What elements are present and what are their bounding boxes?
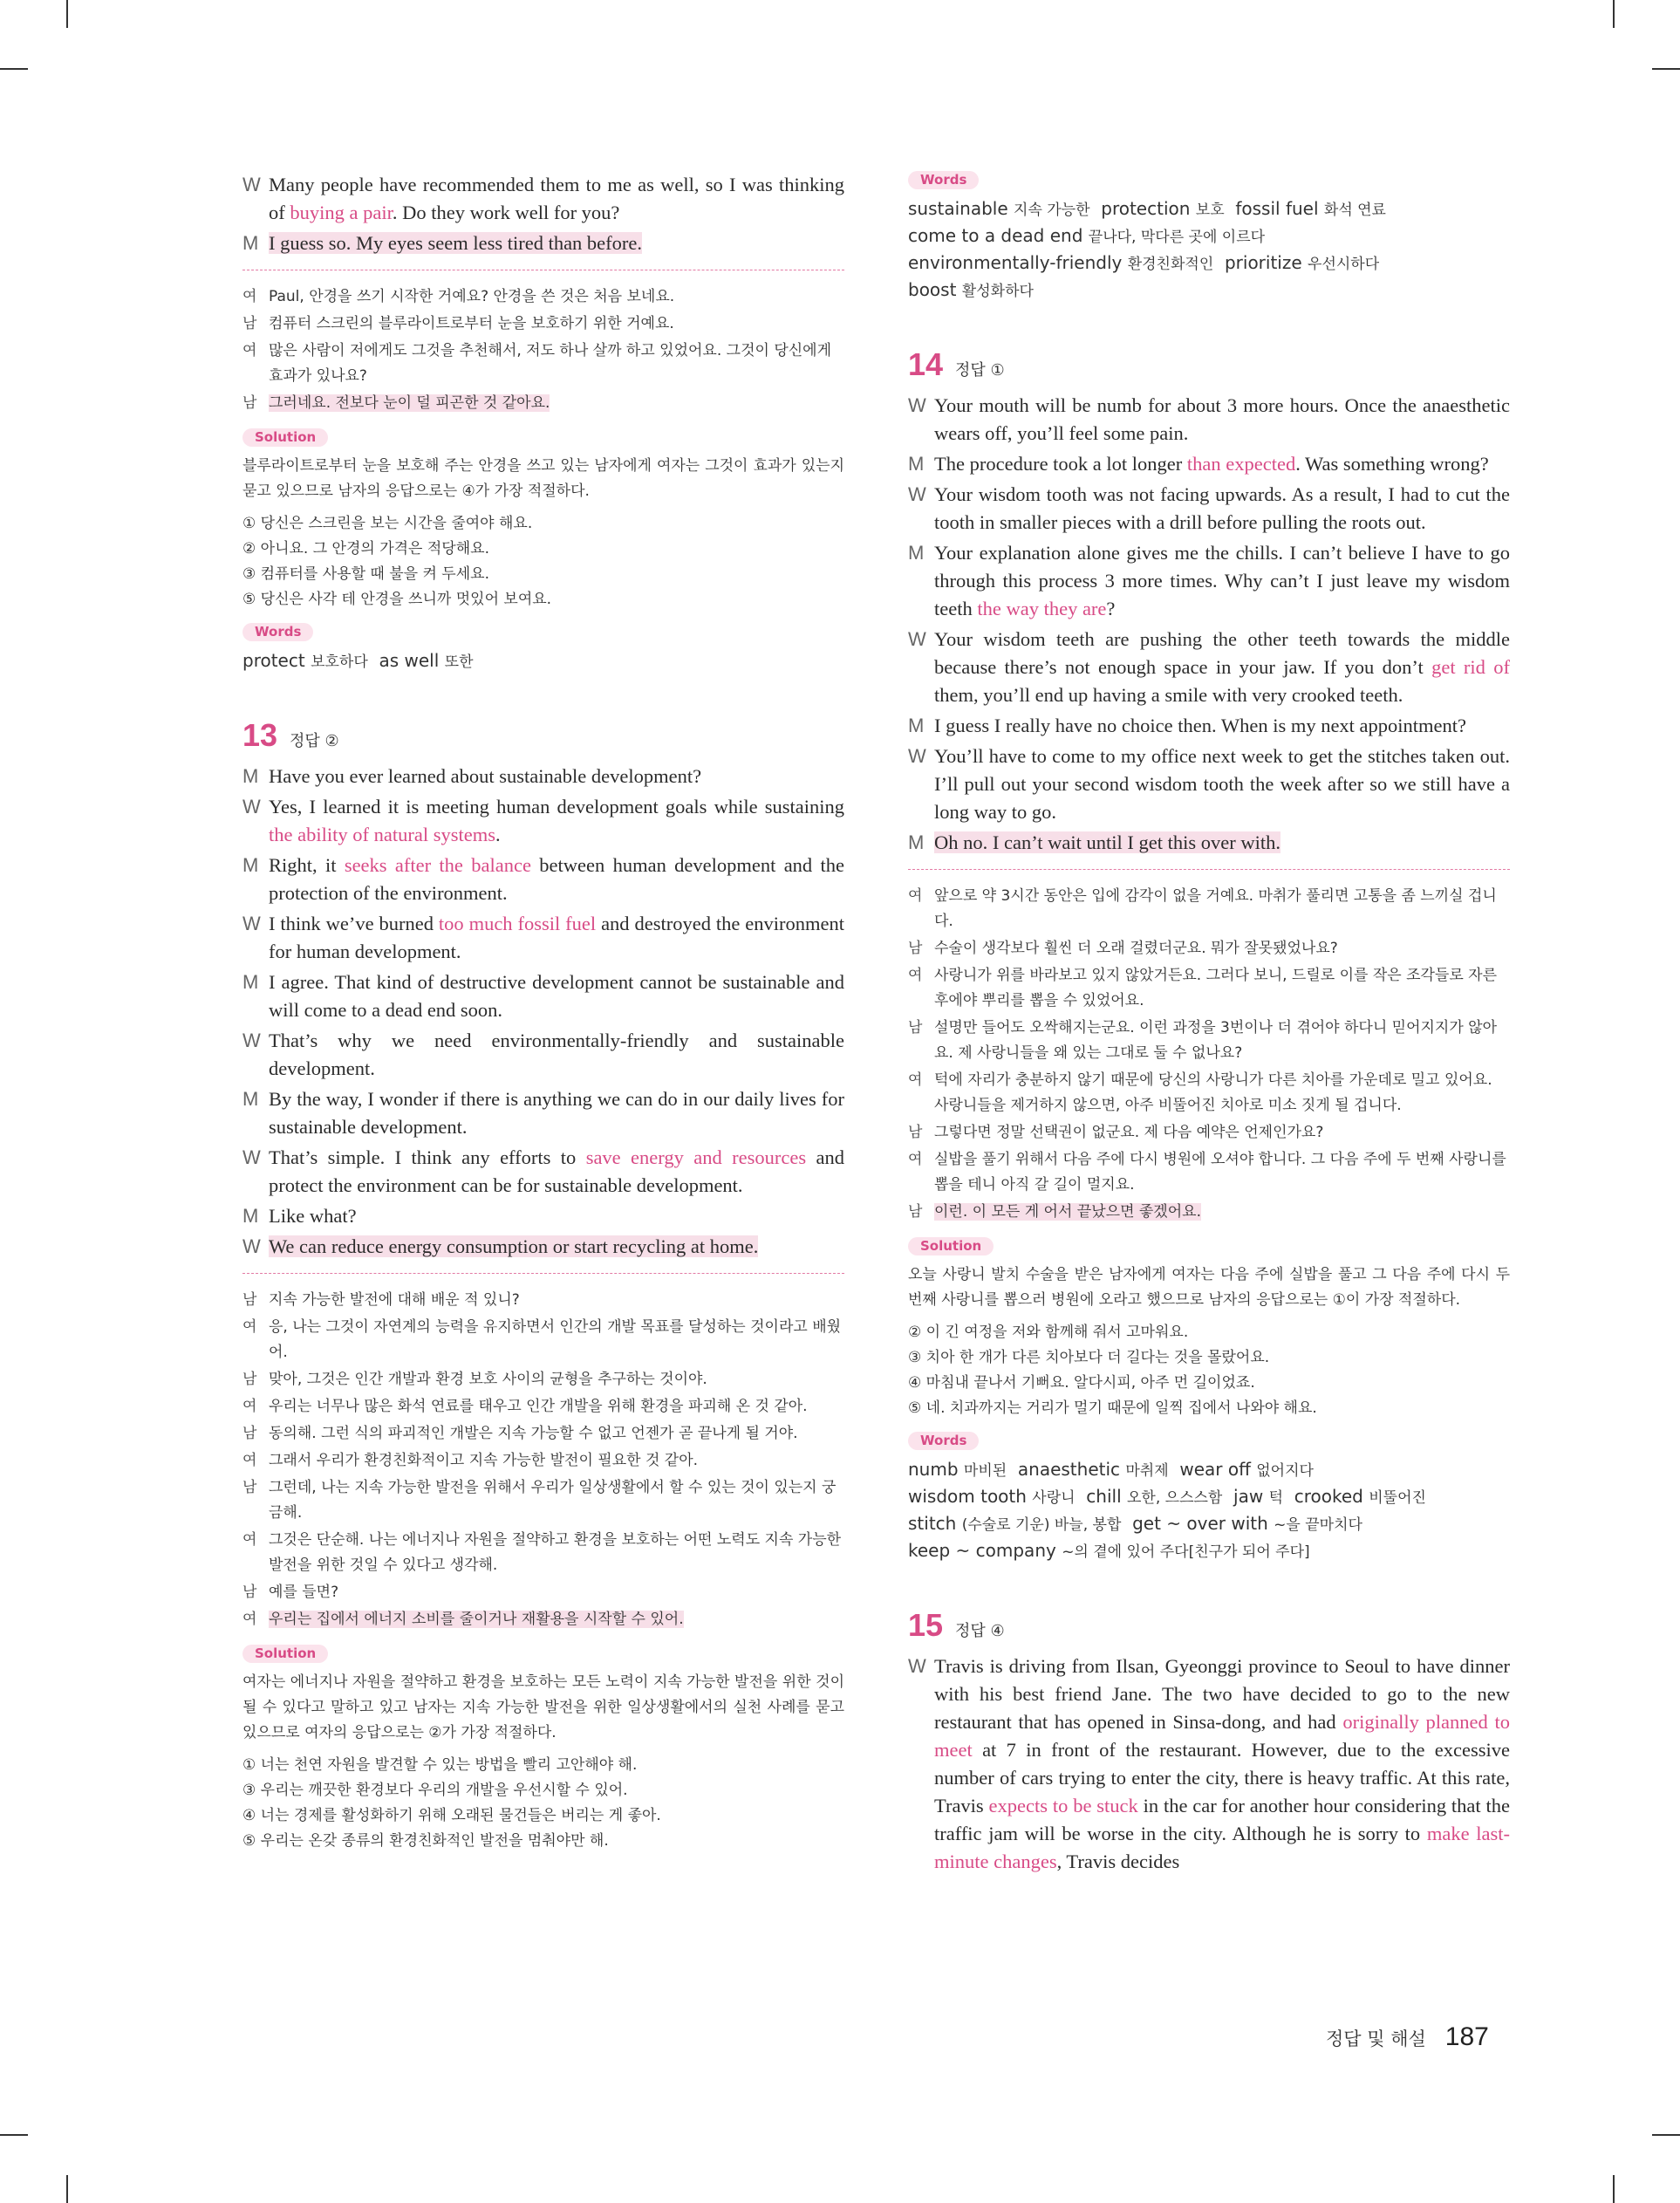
option-item: ⑤ 당신은 사각 테 안경을 쓰니까 멋있어 보여요. <box>242 591 552 608</box>
text-segment: . Was something wrong? <box>1295 453 1489 475</box>
translation-text: 지속 가능한 발전에 대해 배운 적 있니? <box>269 1291 520 1309</box>
option-item: ① 당신은 스크린을 보는 시간을 줄여야 해요. <box>242 515 533 532</box>
speaker-label: 여 <box>242 1531 257 1549</box>
text-segment: and destroyed the environment for human development. <box>269 913 844 962</box>
speaker-label: 남 <box>242 1584 257 1601</box>
dialogue-line <box>908 712 1510 740</box>
solution-12-text: 블루라이트로부터 눈을 보호해 주는 안경을 쓰고 있는 남자에게 여자는 그것이 효과가 있는지 묻고 있으므로 남자의 응답으로는 ④가 가장 적절하다. <box>242 457 844 500</box>
translation-line <box>242 339 844 389</box>
text-segment: I guess I really have no choice then. When is my next appointment? <box>934 715 1467 736</box>
text-segment: Have you ever learned about sustainable development? <box>269 765 702 787</box>
page-footer <box>1326 2022 1489 2052</box>
vocab-term: numb <box>908 1459 964 1480</box>
dialogue-15 <box>908 1652 1510 1876</box>
translation-line <box>242 1448 844 1474</box>
text-segment: . Do they work well for you? <box>392 202 620 223</box>
translation-line <box>908 1068 1510 1119</box>
key-phrase: the ability of natural systems <box>269 824 495 845</box>
vocab-meaning: 턱 <box>1268 1489 1284 1507</box>
vocab-meaning: 지속 가능한 <box>1014 202 1090 219</box>
vocab-meaning: 우선시하다 <box>1308 256 1380 273</box>
dialogue-line <box>242 1144 844 1200</box>
translation-text: 응, 나는 그것이 자연계의 능력을 유지하면서 인간의 개발 목표를 달성하는 것이라고 배웠어. <box>269 1318 842 1361</box>
speaker-label: 남 <box>242 1371 257 1388</box>
vocab-meaning: 끝나다, 막다른 곳에 이르다 <box>1088 229 1266 246</box>
words-badge: Words <box>242 623 313 641</box>
vocab-term: as well <box>367 650 445 671</box>
translation-text: 실밥을 풀기 위해서 다음 주에 다시 병원에 오셔야 합니다. 그 다음 주에 두 번째 사랑니를 뽑을 테니 아직 갈 길이 멀지요. <box>934 1151 1506 1194</box>
text-segment: The procedure took a lot longer <box>934 453 1187 475</box>
key-phrase: buying a pair <box>290 202 393 223</box>
option-item: ③ 우리는 깨끗한 환경보다 우리의 개발을 우선시할 수 있어. <box>242 1782 628 1799</box>
dialogue-13 <box>242 763 844 1261</box>
speaker-label: M <box>908 831 925 853</box>
translation-text: Paul, 안경을 쓰기 시작한 거예요? 안경을 쓴 것은 처음 보네요. <box>269 288 675 305</box>
vocab-meaning: 오한, 으스스함 <box>1127 1489 1223 1507</box>
speaker-label: 남 <box>242 394 257 412</box>
question-15-header <box>908 1607 1510 1644</box>
vocab-meaning: 비뚤어진 <box>1369 1489 1426 1507</box>
key-phrase: than expected <box>1186 453 1296 475</box>
translation-text: 그러네요. 전보다 눈이 덜 피곤한 것 같아요. <box>269 394 550 412</box>
solution-13-text: 여자는 에너지나 자원을 절약하고 환경을 보호하는 모든 노력이 지속 가능한 발전을 위한 것이 될 수 있다고 말하고 있고 남자는 지속 가능한 발전을 위한 일상생활에서의 실천 사례를 묻고 있으므로 여자의 응답으로는 ②가 가장 적절하다. <box>242 1673 844 1741</box>
crop-mark <box>1613 0 1615 28</box>
translation-line <box>908 1120 1510 1146</box>
speaker-label: W <box>908 483 926 505</box>
speaker-label: 여 <box>242 288 257 305</box>
footer-label: 정답 및 해설 <box>1326 2029 1426 2049</box>
dialogue-text <box>269 1088 844 1138</box>
speaker-label: W <box>908 628 926 650</box>
vocab-term: come to a dead end <box>908 225 1089 246</box>
translation-line <box>242 1421 844 1447</box>
translation-text: 동의해. 그런 식의 파괴적인 개발은 지속 가능할 수 없고 언젠가 곧 끝나게 될 거야. <box>269 1425 798 1442</box>
key-phrase: get rid of <box>1431 656 1510 678</box>
vocab-term: protection <box>1089 198 1196 219</box>
vocab-row <box>908 1511 1510 1538</box>
text-segment: and protect the environment can be for sustainable development. <box>269 1146 844 1196</box>
solution-badge: Solution <box>242 1645 328 1663</box>
dialogue-text <box>934 831 1280 853</box>
dialogue-text <box>269 854 844 904</box>
dialogue-text <box>269 1235 758 1257</box>
text-segment: I guess so. My eyes seem less tired than before. <box>269 232 643 254</box>
translation-text: 앞으로 약 3시간 동안은 입에 감각이 없을 거예요. 마취가 풀리면 고통을 좀 느끼실 겁니다. <box>934 887 1497 930</box>
dialogue-line <box>242 1202 844 1230</box>
vocab-meaning: 활성화하다 <box>961 283 1034 300</box>
words-13 <box>908 196 1510 304</box>
translation-text: 그것은 단순해. 나는 에너지나 자원을 절약하고 환경을 보호하는 어떤 노력도 지속 가능한 발전을 위한 것일 수 있다고 생각해. <box>269 1531 842 1574</box>
vocab-row <box>908 1484 1510 1511</box>
left-column <box>242 171 844 1854</box>
text-segment: at 7 in front of the restaurant. However, due to the excessive number of cars trying to enter the city, there is heavy traffic. At this rate, Travis <box>934 1739 1510 1816</box>
dialogue-text <box>269 1205 357 1227</box>
vocab-term: get ~ over with <box>1121 1513 1274 1534</box>
speaker-label: W <box>242 174 261 195</box>
dialogue-line <box>242 1027 844 1083</box>
vocab-term: boost <box>908 279 962 300</box>
dialogue-text <box>934 394 1510 444</box>
text-segment: Right, it <box>269 854 345 876</box>
text-segment: Your mouth will be numb for about 3 more hours. Once the anaesthetic wears off, you’ll feel some pain. <box>934 394 1510 444</box>
dashed-divider <box>242 1273 844 1274</box>
options-13 <box>242 1753 844 1854</box>
vocab-meaning: 환경친화적인 <box>1127 256 1214 273</box>
text-segment: Oh no. I can’t wait until I get this over with. <box>934 831 1281 853</box>
dialogue-line <box>908 1652 1510 1876</box>
speaker-label: 남 <box>908 1019 923 1037</box>
speaker-label: W <box>242 1030 261 1051</box>
option-item: ② 아니요. 그 안경의 가격은 적당해요. <box>242 540 489 558</box>
vocab-meaning: 마비된 <box>963 1462 1007 1480</box>
option-item: ③ 치아 한 개가 다른 치아보다 더 길다는 것을 몰랐어요. <box>908 1349 1270 1366</box>
speaker-label: M <box>242 971 259 993</box>
translation-text: 그래서 우리가 환경친화적이고 지속 가능한 발전이 필요한 것 같아. <box>269 1452 699 1469</box>
dialogue-line <box>908 539 1510 623</box>
dialogue-line <box>242 910 844 966</box>
dialogue-line <box>242 968 844 1024</box>
dialogue-text <box>269 232 642 254</box>
words-badge: Words <box>908 171 979 189</box>
crop-mark <box>0 2134 28 2136</box>
speaker-label: M <box>242 1205 259 1227</box>
speaker-label: W <box>242 1146 261 1168</box>
speaker-label: M <box>242 1088 259 1110</box>
text-segment: , Travis decides <box>1056 1851 1180 1872</box>
text-segment: in the car for another hour considering that the traffic jam will be worse in the city. Although he is sorry to <box>934 1795 1510 1844</box>
question-13-header <box>242 717 844 754</box>
key-phrase: too much fossil fuel <box>438 913 597 934</box>
text-segment: I think we’ve burned <box>269 913 439 934</box>
vocab-term: environmentally-friendly <box>908 252 1128 273</box>
translation-text: 우리는 너무나 많은 화석 연료를 태우고 인간 개발을 위해 환경을 파괴해 온 것 같아. <box>269 1398 808 1415</box>
dialogue-text <box>934 628 1510 706</box>
vocab-meaning: (수술로 기운) 바늘, 봉합 <box>961 1516 1122 1534</box>
speaker-label: 여 <box>242 342 257 359</box>
text-segment: By the way, I wonder if there is anything we can do in our daily lives for sustainable development. <box>269 1088 844 1138</box>
speaker-label: 남 <box>908 1124 923 1141</box>
speaker-label: 남 <box>242 1291 257 1309</box>
translation-text: 그런데, 나는 지속 가능한 발전을 위해서 우리가 일상생활에서 할 수 있는 것이 있는지 궁금해. <box>269 1479 837 1522</box>
translation-text: 사랑니가 위를 바라보고 있지 않았거든요. 그러다 보니, 드릴로 이를 작은 조각들로 자른 후에야 뿌리를 뽑을 수 있었어요. <box>934 967 1498 1009</box>
speaker-label: 여 <box>908 1151 923 1168</box>
vocab-term: keep ~ company <box>908 1540 1062 1561</box>
text-segment: between human development and the protection of the environment. <box>269 854 845 904</box>
key-phrase: expects to be stuck <box>988 1795 1138 1816</box>
text-segment: Like what? <box>269 1205 357 1227</box>
dialogue-text <box>269 971 844 1021</box>
dialogue-line <box>242 171 844 227</box>
words-12 <box>242 648 844 675</box>
vocab-term: stitch <box>908 1513 962 1534</box>
dialogue-line <box>242 763 844 790</box>
translation-text: 예를 들면? <box>269 1584 339 1601</box>
translation-line <box>242 1367 844 1392</box>
words-14 <box>908 1457 1510 1565</box>
crop-mark <box>1652 68 1680 70</box>
vocab-meaning: 또한 <box>444 653 474 671</box>
speaker-label: 여 <box>908 967 923 984</box>
speaker-label: 여 <box>242 1452 257 1469</box>
speaker-label: W <box>242 796 261 818</box>
speaker-label: 여 <box>908 1071 923 1089</box>
translation-line <box>242 1528 844 1578</box>
option-item: ③ 컴퓨터를 사용할 때 불을 켜 두세요. <box>242 565 489 583</box>
speaker-label: M <box>242 232 259 254</box>
translation-line <box>242 1315 844 1365</box>
question-number: 14 <box>908 346 944 382</box>
answer-label: 정답 ① <box>955 361 1005 380</box>
vocab-meaning: 보호 <box>1195 202 1225 219</box>
speaker-label: 남 <box>908 940 923 957</box>
crop-mark <box>66 2175 68 2203</box>
translation-line <box>242 1288 844 1313</box>
crop-mark <box>0 68 28 70</box>
vocab-row <box>908 223 1510 250</box>
vocab-meaning: 보호하다 <box>311 653 368 671</box>
key-phrase: save energy and resources <box>585 1146 807 1168</box>
question-14-header <box>908 346 1510 383</box>
vocab-row <box>908 196 1510 223</box>
key-phrase: make last-minute changes <box>934 1823 1510 1872</box>
option-item: ④ 너는 경제를 활성화하기 위해 오래된 물건들은 버리는 게 좋아. <box>242 1807 661 1824</box>
speaker-label: 남 <box>908 1203 923 1221</box>
translation-text: 맞아, 그것은 인간 개발과 환경 보호 사이의 균형을 추구하는 것이야. <box>269 1371 707 1388</box>
vocab-meaning: 없어지다 <box>1256 1462 1314 1480</box>
text-segment: . <box>495 824 501 845</box>
option-item: ⑤ 우리는 온갖 종류의 환경친화적인 발전을 멈춰야만 해. <box>242 1832 609 1850</box>
dialogue-line <box>242 1233 844 1261</box>
dialogue-line <box>908 392 1510 448</box>
speaker-label: 여 <box>242 1398 257 1415</box>
solution-14-text: 오늘 사랑니 발치 수술을 받은 남자에게 여자는 다음 주에 실밥을 풀고 그 다음 주에 다시 두 번째 사랑니를 뽑으러 병원에 오라고 했으므로 남자의 응답으로는 ①이 가장 적절하다. <box>908 1266 1510 1309</box>
vocab-meaning: ~을 끝마치다 <box>1274 1516 1362 1534</box>
option-item: ④ 마침내 끝나서 기뻐요. 알다시피, 아주 먼 길이었죠. <box>908 1374 1255 1392</box>
speaker-label: W <box>242 913 261 934</box>
translation-line <box>242 391 844 416</box>
dialogue-line <box>908 481 1510 537</box>
translation-line <box>242 311 844 337</box>
speaker-label: 여 <box>242 1611 257 1628</box>
text-segment: You’ll have to come to my office next week to get the stitches taken out. I’ll pull out your second wisdom tooth the week after so we still have a long way to go. <box>934 745 1510 823</box>
speaker-label: 여 <box>908 887 923 905</box>
speaker-label: M <box>908 542 925 564</box>
text-segment: Your explanation alone gives me the chills. I can’t believe I have to go through this process 3 more times. Why can’t I just leave my wisdom teeth <box>934 542 1510 619</box>
key-phrase: originally planned to meet <box>934 1711 1510 1761</box>
options-12 <box>242 511 844 612</box>
translation-line <box>242 1580 844 1605</box>
text-segment: Your wisdom tooth was not facing upwards. As a result, I had to cut the tooth in smaller pieces with a drill before pulling the roots out. <box>934 483 1510 533</box>
speaker-label: M <box>242 854 259 876</box>
text-segment: ? <box>1106 598 1116 619</box>
vocab-term: sustainable <box>908 198 1014 219</box>
dialogue-text <box>269 174 844 223</box>
vocab-term: protect <box>242 650 311 671</box>
translation-text: 턱에 자리가 충분하지 않기 때문에 당신의 사랑니가 다른 치아를 가운데로 밀고 있어요. 사랑니들을 제거하지 않으면, 아주 비뚤어진 치아로 미소 짓게 될 겁니다. <box>934 1071 1492 1114</box>
translation-line <box>908 963 1510 1014</box>
translation-line <box>242 1475 844 1526</box>
option-item: ② 이 긴 여정을 저와 함께해 줘서 고마워요. <box>908 1324 1189 1341</box>
text-segment: We can reduce energy consumption or start recycling at home. <box>269 1235 759 1257</box>
text-segment: Your wisdom teeth are pushing the other teeth towards the middle because there’s not enough space in your jaw. If you don’t <box>934 628 1510 678</box>
solution-badge: Solution <box>242 428 328 447</box>
dialogue-line <box>908 829 1510 857</box>
text-segment: I agree. That kind of destructive development cannot be sustainable and will come to a dead end soon. <box>269 971 844 1021</box>
translation-text: 설명만 들어도 오싹해지는군요. 이런 과정을 3번이나 더 겪어야 하다니 믿어지지가 않아요. 제 사랑니들을 왜 있는 그대로 둘 수 없나요? <box>934 1019 1498 1062</box>
vocab-term: crooked <box>1283 1486 1369 1507</box>
translation-text: 이런. 이 모든 게 어서 끝났으면 좋겠어요. <box>934 1203 1201 1221</box>
speaker-label: W <box>242 1235 261 1257</box>
vocab-term: jaw <box>1222 1486 1269 1507</box>
vocab-row <box>242 648 844 675</box>
dialogue-text <box>934 1655 1510 1872</box>
dialogue-line <box>242 852 844 907</box>
key-phrase: seeks after the balance <box>344 854 531 876</box>
dialogue-text <box>934 542 1510 619</box>
text-segment: Yes, I learned it is meeting human development goals while sustaining <box>269 796 844 818</box>
dialogue-text <box>269 796 844 845</box>
crop-mark <box>1613 2175 1615 2203</box>
page-number: 187 <box>1444 2022 1489 2051</box>
option-item: ⑤ 네. 치과까지는 거리가 멀기 때문에 일찍 집에서 나와야 해요. <box>908 1399 1317 1417</box>
vocab-term: wisdom tooth <box>908 1486 1033 1507</box>
vocab-row <box>908 1538 1510 1565</box>
translation-text: 컴퓨터 스크린의 블루라이트로부터 눈을 보호하기 위한 거예요. <box>269 315 674 332</box>
dialogue-line <box>242 229 844 257</box>
speaker-label: 남 <box>242 1479 257 1496</box>
dialogue-line <box>908 742 1510 826</box>
key-phrase: the way they are <box>977 598 1107 619</box>
vocab-row <box>908 250 1510 277</box>
translation-line <box>908 1147 1510 1198</box>
translation-line <box>908 1016 1510 1066</box>
vocab-row <box>908 277 1510 304</box>
speaker-label: W <box>908 745 926 767</box>
question-number: 13 <box>242 717 278 753</box>
speaker-label: 남 <box>242 315 257 332</box>
vocab-meaning: 마취제 <box>1125 1462 1169 1480</box>
question-number: 15 <box>908 1607 944 1643</box>
translation-line <box>908 1200 1510 1225</box>
vocab-row <box>908 1457 1510 1484</box>
translation-line <box>242 1394 844 1420</box>
translation-14 <box>908 884 1510 1225</box>
text-segment: That’s simple. I think any efforts to <box>269 1146 586 1168</box>
speaker-label: 여 <box>242 1318 257 1336</box>
dialogue-text <box>269 1146 844 1196</box>
options-14 <box>908 1320 1510 1421</box>
vocab-term: fossil fuel <box>1224 198 1324 219</box>
speaker-label: M <box>908 453 925 475</box>
words-badge: Words <box>908 1432 979 1450</box>
speaker-label: W <box>908 1655 926 1677</box>
crop-mark <box>1652 2134 1680 2136</box>
dialogue-line <box>908 450 1510 478</box>
vocab-term: anaesthetic <box>1007 1459 1126 1480</box>
dialogue-text <box>269 1030 844 1079</box>
translation-12 <box>242 284 844 416</box>
text-segment: That’s why we need environmentally-friendly and sustainable development. <box>269 1030 844 1079</box>
translation-text: 많은 사람이 저에게도 그것을 추천해서, 저도 하나 살까 하고 있었어요. 그것이 당신에게 효과가 있나요? <box>269 342 832 385</box>
solution-badge: Solution <box>908 1237 994 1255</box>
right-column <box>908 171 1510 1878</box>
translation-text: 수술이 생각보다 훨씬 더 오래 걸렸더군요. 뭐가 잘못됐었나요? <box>934 940 1338 957</box>
vocab-term: wear off <box>1168 1459 1257 1480</box>
speaker-label: M <box>908 715 925 736</box>
translation-13 <box>242 1288 844 1632</box>
speaker-label: M <box>242 765 259 787</box>
speaker-label: W <box>908 394 926 416</box>
dialogue-text <box>934 715 1466 736</box>
text-segment: Many people have recommended them to me as well, so I was thinking of <box>269 174 844 223</box>
vocab-meaning: 화석 연료 <box>1323 202 1386 219</box>
vocab-term: chill <box>1075 1486 1127 1507</box>
vocab-term: prioritize <box>1213 252 1308 273</box>
vocab-meaning: ~의 곁에 있어 주다[친구가 되어 주다] <box>1062 1543 1310 1561</box>
dialogue-14 <box>908 392 1510 857</box>
dialogue-line <box>908 626 1510 709</box>
translation-line <box>242 284 844 310</box>
crop-mark <box>66 0 68 28</box>
answer-label: 정답 ② <box>290 732 339 750</box>
translation-text: 그렇다면 정말 선택권이 없군요. 제 다음 예약은 언제인가요? <box>934 1124 1324 1141</box>
dialogue-text <box>934 453 1489 475</box>
dialogue-text <box>269 765 701 787</box>
dashed-divider <box>908 869 1510 870</box>
dialogue-text <box>269 913 844 962</box>
text-segment: Travis is driving from Ilsan, Gyeonggi province to Seoul to have dinner with his best friend Jane. The two have decided to go to the new restaurant that has opened in Sinsa-dong, and had <box>934 1655 1510 1733</box>
text-segment: them, you’ll end up having a smile with very crooked teeth. <box>934 684 1403 706</box>
dialogue-line <box>242 793 844 849</box>
translation-line <box>908 884 1510 934</box>
dialogue-12-end <box>242 171 844 257</box>
option-item: ① 너는 천연 자원을 발견할 수 있는 방법을 빨리 고안해야 해. <box>242 1756 638 1774</box>
translation-line <box>242 1607 844 1632</box>
dialogue-line <box>242 1085 844 1141</box>
translation-text: 우리는 집에서 에너지 소비를 줄이거나 재활용을 시작할 수 있어. <box>269 1611 684 1628</box>
translation-line <box>908 936 1510 961</box>
vocab-meaning: 사랑니 <box>1032 1489 1076 1507</box>
answer-label: 정답 ④ <box>955 1622 1005 1640</box>
dialogue-text <box>934 745 1510 823</box>
speaker-label: 남 <box>242 1425 257 1442</box>
dialogue-text <box>934 483 1510 533</box>
